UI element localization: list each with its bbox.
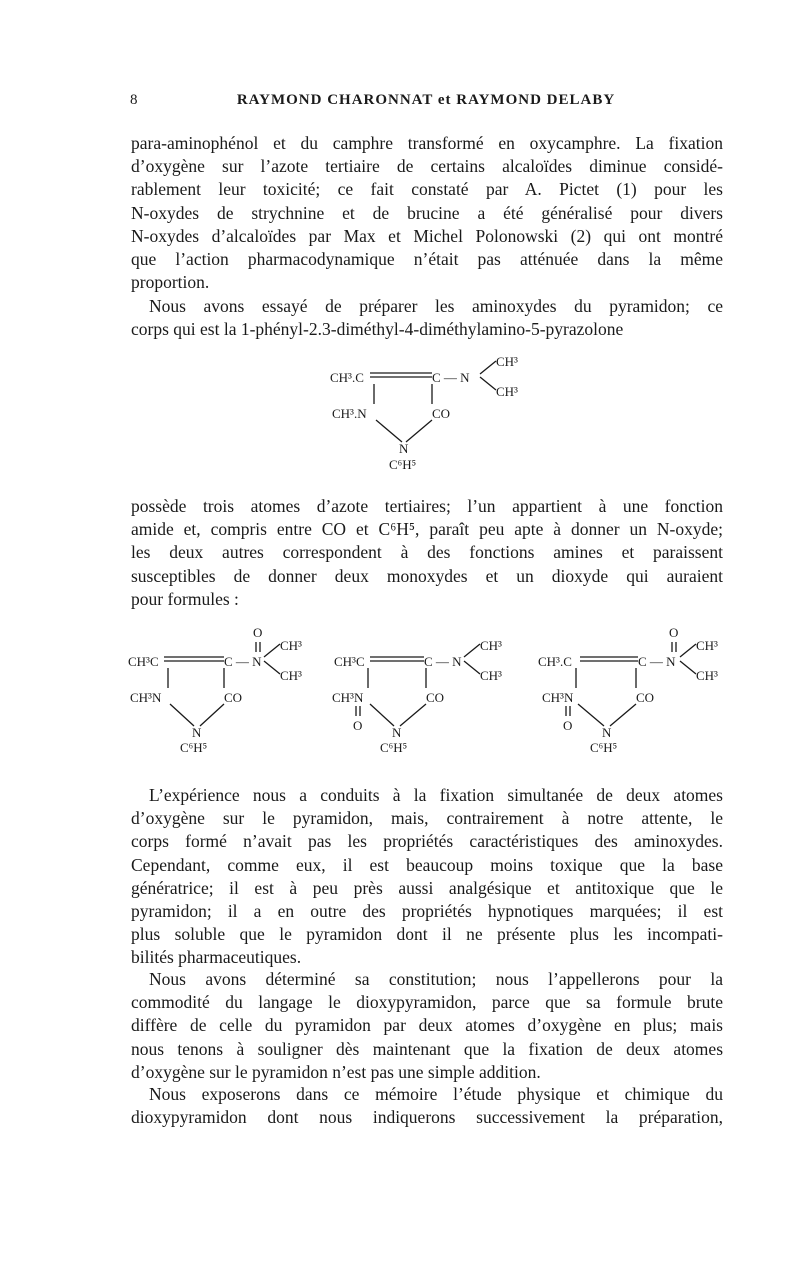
formula-ch3-top: CH³	[696, 638, 718, 653]
text-line: para-aminophénol et du camphre transformé en oxycamphre. La fixation	[131, 133, 723, 153]
text-line: corps qui est la 1-phényl-2.3-diméthyl-4-diméthylamino-5-pyrazolone	[131, 319, 624, 340]
bond-line	[464, 644, 480, 657]
formula-ch3-top: CH³	[480, 638, 502, 653]
text-line: pyramidon; il a en outre des propriétés hypnotiques marquées; il est	[131, 901, 723, 922]
formula-n: N	[192, 725, 202, 740]
formula-ch3-n: CH³N	[332, 690, 364, 705]
text-line: Nous avons déterminé sa constitution; nous l’appellerons pour la	[149, 969, 723, 989]
text-line: Cependant, comme eux, il est beaucoup moins toxique que la base	[131, 854, 723, 875]
formula-n: N	[392, 725, 402, 740]
text-line: que l’action pharmacodynamique n’était pas atténuée dans la même	[131, 249, 723, 270]
text-line: d’oxygène sur le pyramidon n’est pas une simple addition.	[131, 1061, 541, 1082]
text-line: Nous exposerons dans ce mémoire l’étude physique et chimique du	[149, 1084, 723, 1104]
bond-line	[264, 661, 280, 674]
text-line: nous tenons à souligner dès maintenant que la fixation de deux atomes	[131, 1038, 723, 1059]
bond-line	[200, 704, 224, 726]
formula-ch3-top: CH³	[280, 638, 302, 653]
formula-c-n: C — N	[638, 654, 676, 669]
text-line: proportion.	[131, 272, 210, 293]
formula-ch3-c: CH³C	[128, 654, 159, 669]
text-line: Nous avons essayé de préparer les aminoxydes du pyramidon; ce	[149, 296, 723, 316]
text-line: possède trois atomes d’azote tertiaires; l’un appartient à une fonction	[131, 496, 723, 516]
paragraph-5	[131, 968, 723, 1084]
bond-line	[680, 661, 696, 674]
formula-ch3-c: CH³C	[334, 654, 365, 669]
formula-c6h5: C⁶H⁵	[180, 740, 208, 755]
pyramidon-formula	[330, 352, 550, 477]
page-header	[127, 92, 725, 116]
formula-c6h5: C⁶H⁵	[380, 740, 408, 755]
formula-c6h5: C⁶H⁵	[389, 457, 417, 472]
bond-line	[170, 704, 194, 726]
bond-line	[376, 420, 402, 442]
formula-ch3-n: CH³.N	[332, 406, 367, 421]
bond-line	[370, 704, 394, 726]
text-line: N-oxydes d’alcaloïdes par Max et Michel Polonowski (2) qui ont montré	[131, 225, 723, 246]
bond-line	[578, 704, 604, 726]
text-line: amide et, compris entre CO et C⁶H⁵, paraît peu apte à donner un N-oxyde;	[131, 519, 723, 540]
paragraph-3	[131, 495, 723, 611]
text-line: susceptibles de donner deux monoxydes et un dioxyde qui auraient	[131, 565, 723, 586]
formula-c6h5: C⁶H⁵	[590, 740, 618, 755]
oxide-formula-2	[332, 620, 532, 755]
paragraph-1	[131, 132, 723, 294]
running-title: RAYMOND CHARONNAT et RAYMOND DELABY	[236, 92, 616, 108]
text-line: bilités pharmaceutiques.	[131, 947, 302, 968]
formula-co: CO	[426, 690, 445, 705]
text-line: rablement leur toxicité; ce fait constaté par A. Pictet (1) pour les	[131, 179, 723, 200]
text-line: les deux autres correspondent à des fonctions amines et paraissent	[131, 542, 723, 563]
page-number: 8	[130, 92, 139, 108]
text-line: N-oxydes de strychnine et de brucine a été généralisé pour divers	[131, 202, 723, 223]
formula-o-bottom: O	[353, 718, 363, 733]
text-line: corps formé n’avait pas les propriétés caractéristiques des aminoxydes.	[131, 831, 723, 852]
formula-o-top: O	[669, 625, 679, 640]
formula-ch3-n: CH³N	[542, 690, 574, 705]
bond-line	[610, 704, 636, 726]
formula-o-bottom: O	[563, 718, 573, 733]
formula-c-n: C — N	[432, 370, 470, 385]
formula-ch3-n: CH³N	[130, 690, 162, 705]
paragraph-2	[131, 295, 723, 341]
formula-ch3-c: CH³.C	[330, 370, 364, 385]
formula-c-n: C — N	[424, 654, 462, 669]
oxide-formula-3	[538, 620, 738, 755]
bond-line	[264, 644, 280, 657]
formula-n: N	[602, 725, 612, 740]
formula-co: CO	[224, 690, 243, 705]
oxide-formula-1	[128, 620, 328, 755]
text-line: commodité du langage le dioxypyramidon, parce que sa formule brute	[131, 992, 723, 1013]
formula-co: CO	[636, 690, 655, 705]
bond-line	[406, 420, 432, 442]
text-line: d’oxygène sur le pyramidon, mais, contrairement à notre attente, le	[131, 808, 723, 829]
bond-line	[400, 704, 426, 726]
bond-line	[480, 361, 496, 374]
formula-n: N	[399, 441, 409, 456]
formula-ch3-bottom: CH³	[496, 384, 518, 399]
formula-ch3-bottom: CH³	[696, 668, 718, 683]
paragraph-4	[131, 784, 723, 970]
paragraph-6	[131, 1083, 723, 1129]
text-line: dioxypyramidon dont nous indiquerons successivement la préparation,	[131, 1107, 723, 1128]
text-line: plus soluble que le pyramidon dont il ne présente plus les incompati-	[131, 924, 723, 945]
text-line: pour formules :	[131, 588, 239, 609]
formula-c-n: C — N	[224, 654, 262, 669]
formula-ch3-bottom: CH³	[280, 668, 302, 683]
text-line: L’expérience nous a conduits à la fixation simultanée de deux atomes	[149, 785, 723, 805]
text-line: génératrice; il est à peu près aussi analgésique et antitoxique que le	[131, 877, 723, 898]
text-line: diffère de celle du pyramidon par deux atomes d’oxygène en plus; mais	[131, 1015, 723, 1036]
formula-co: CO	[432, 406, 451, 421]
formula-ch3-bottom: CH³	[480, 668, 502, 683]
bond-line	[480, 377, 496, 390]
text-line: d’oxygène sur l’azote tertiaire de certains alcaloïdes diminue considé-	[131, 156, 723, 177]
bond-line	[464, 661, 480, 674]
formula-ch3-c: CH³.C	[538, 654, 572, 669]
bond-line	[680, 644, 696, 657]
formula-o-top: O	[253, 625, 263, 640]
formula-ch3-top: CH³	[496, 354, 518, 369]
